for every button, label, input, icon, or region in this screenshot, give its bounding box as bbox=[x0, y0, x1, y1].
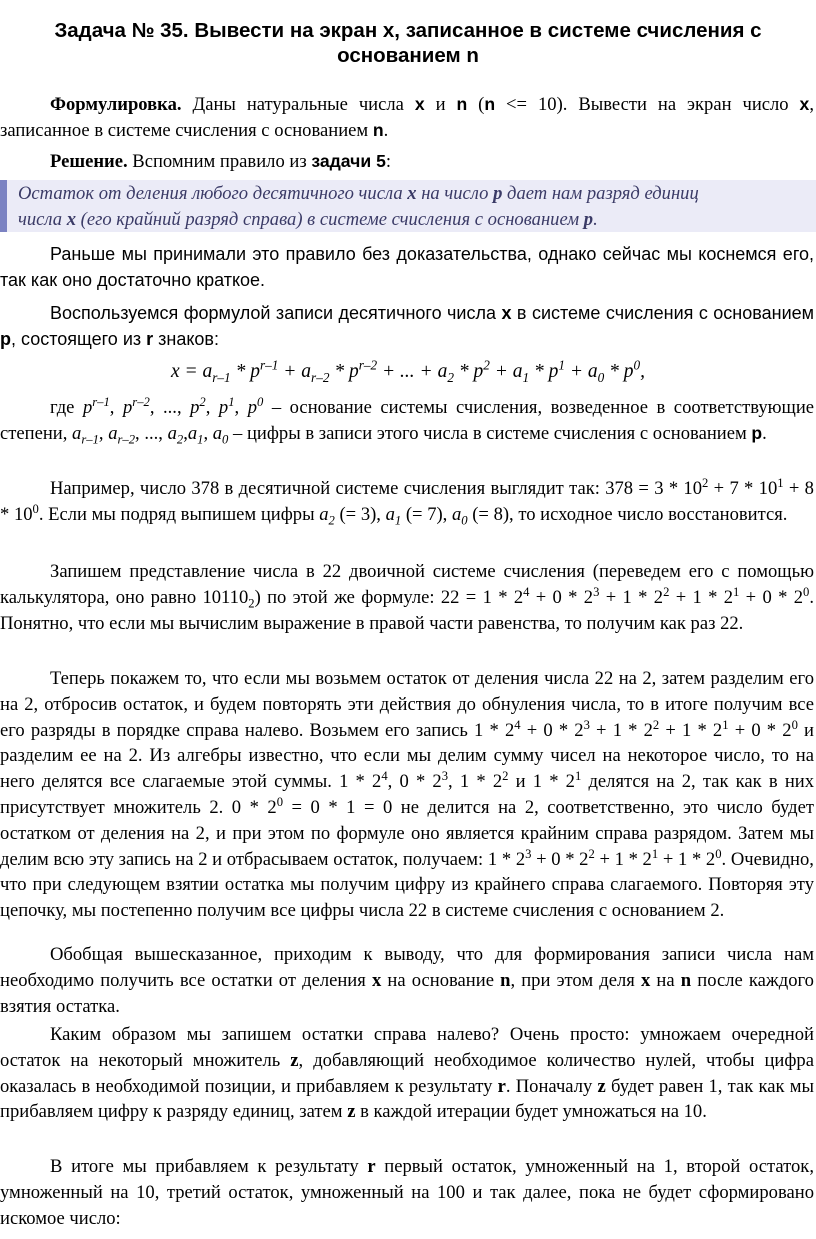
paragraph-conclusion: Обобщая вышесказанное, приходим к выводу, что для формирования записи числа нам необходимо получить все остатки от деления x на основание n, при этом деля x на n после каждого взятия остатка. bbox=[0, 944, 814, 1017]
quote-line-1: Остаток от деления любого десятичного числа x на число p дает нам разряд единиц bbox=[18, 183, 699, 204]
paragraph-division-proof: Теперь покажем то, что если мы возьмем остаток от деления числа 22 на 2, затем разделим его на 2, отбросив остаток, и будем повторять эти действия до обнуления числа, то в итоге получим все его разряды в порядке справа налево. Возьмем его запись $1 * 2^4 + 0 * 2^3 + 1 * 2^2 + 1 * 2^1 + 0 * 2^0$ и разделим ее на 2. Из алгебры известно, что если мы делим сумму чисел на некоторое число, то на него делятся все слагаемые этой суммы. $1 * 2^4$, $0 * 2^3$, $1 * 2^2$ и $1 * 2^1$ делятся на 2, так как в них присутствует множитель 2. $0 * 2^0 = 0 * 1 = 0$ не делится на 2, соответственно, это число будет остатком от деления на 2, и при этом по формуле оно является крайним справа разрядом. Затем мы делим всю эту запись на 2 и отбрасываем остаток, получаем: $1 * 2^3 + 0 * 2^2 + 1 * 2^1 + 1 * 2^0$. Очевидно, что при следующем взятии остатка мы получим цифру из крайнего справа слагаемого. Повторяя эту цепочку, мы постепенно получим все цифры числа 22 в системе счисления с основанием 2. bbox=[0, 668, 815, 922]
page-title bbox=[20, 18, 796, 68]
paragraph-example-378: Например, число 378 в десятичной системе счисления выглядит так: $378 = 3 * 10^2 + 7 * 10^1 + 8 * 10^0$. Если мы подряд выпишем цифры $a_2$ (= 3), $a_1$ (= 7), $a_0$ (= 8), то исходное число восстановится. bbox=[0, 475, 814, 528]
paragraph-formula-explanation: где $p^{r-1}$, $p^{r-2}$, ..., $p^2$, $p^1$, $p^0$ – основание системы счисления, возведенное в соответствующие степени, $a_{r-1}$, $a_{r-2}$, ..., $a_2,a_1$, $a_0$ – цифры в записи этого числа в системе счисления с основанием p. bbox=[0, 394, 815, 447]
formulation-label: Формулировка. bbox=[50, 94, 182, 115]
number-formula: $x = a_{r-1} * p^{r-1} + a_{r-2} * p^{r-2}$ + ... + $a_2 * p^2 + a_1 * p^1 + a_0 * p^0$, bbox=[170, 357, 646, 385]
formulation-paragraph: Формулировка. Даны натуральные числа x и n (n <= 10). Вывести на экран число x, записанное в системе счисления с основанием n. bbox=[0, 94, 814, 141]
paragraph-multiplier-z: Каким образом мы запишем остатки справа налево? Очень просто: умножаем очередной остаток на некоторый множитель z, добавляющий необходимое количество нулей, чтобы цифра оказалась в необходимой позиции, и прибавляем к результату r. Поначалу z будет равен 1, так как мы прибавляем цифру к разряду единиц, затем z в каждой итерации будет умножаться на 10. bbox=[0, 1024, 814, 1123]
solution-paragraph: Решение. Вспомним правило из задачи 5: bbox=[50, 151, 392, 172]
paragraph-result: В итоге мы прибавляем к результату r первый остаток, умноженный на 1, второй остаток, умноженный на 10, третий остаток, умноженный на 100 и так далее, пока не будет сформировано искомое число: bbox=[0, 1156, 814, 1229]
paragraph-proof-intro: Раньше мы принимали это правило без доказательства, однако сейчас мы коснемся его, так как оно достаточно краткое. bbox=[0, 244, 814, 290]
title-line-2: основанием n bbox=[337, 44, 479, 67]
paragraph-binary-22: Запишем представление числа в 22 двоичной системе счисления (переведем его с помощью калькулятора, оно равно $10110_2$) по этой же формуле: $22 = 1 * 2^4 + 0 * 2^3 + 1 * 2^2 + 1 * 2^1 + 0 * 2^0$. Понятно, что если мы вычислим выражение в правой части равенства, то получим как раз 22. bbox=[0, 561, 814, 634]
task-reference: задачи 5 bbox=[311, 151, 386, 171]
paragraph-formula-intro: Воспользуемся формулой записи десятичного числа x в системе счисления с основанием p, состоящего из r знаков: bbox=[0, 303, 815, 349]
title-line-1: Задача № 35. Вывести на экран x, записанное в системе счисления с bbox=[54, 19, 762, 42]
rule-blockquote bbox=[0, 180, 816, 232]
quote-line-2: числа x (его крайний разряд справа) в системе счисления с основанием p. bbox=[18, 208, 598, 230]
solution-label: Решение. bbox=[50, 151, 128, 172]
